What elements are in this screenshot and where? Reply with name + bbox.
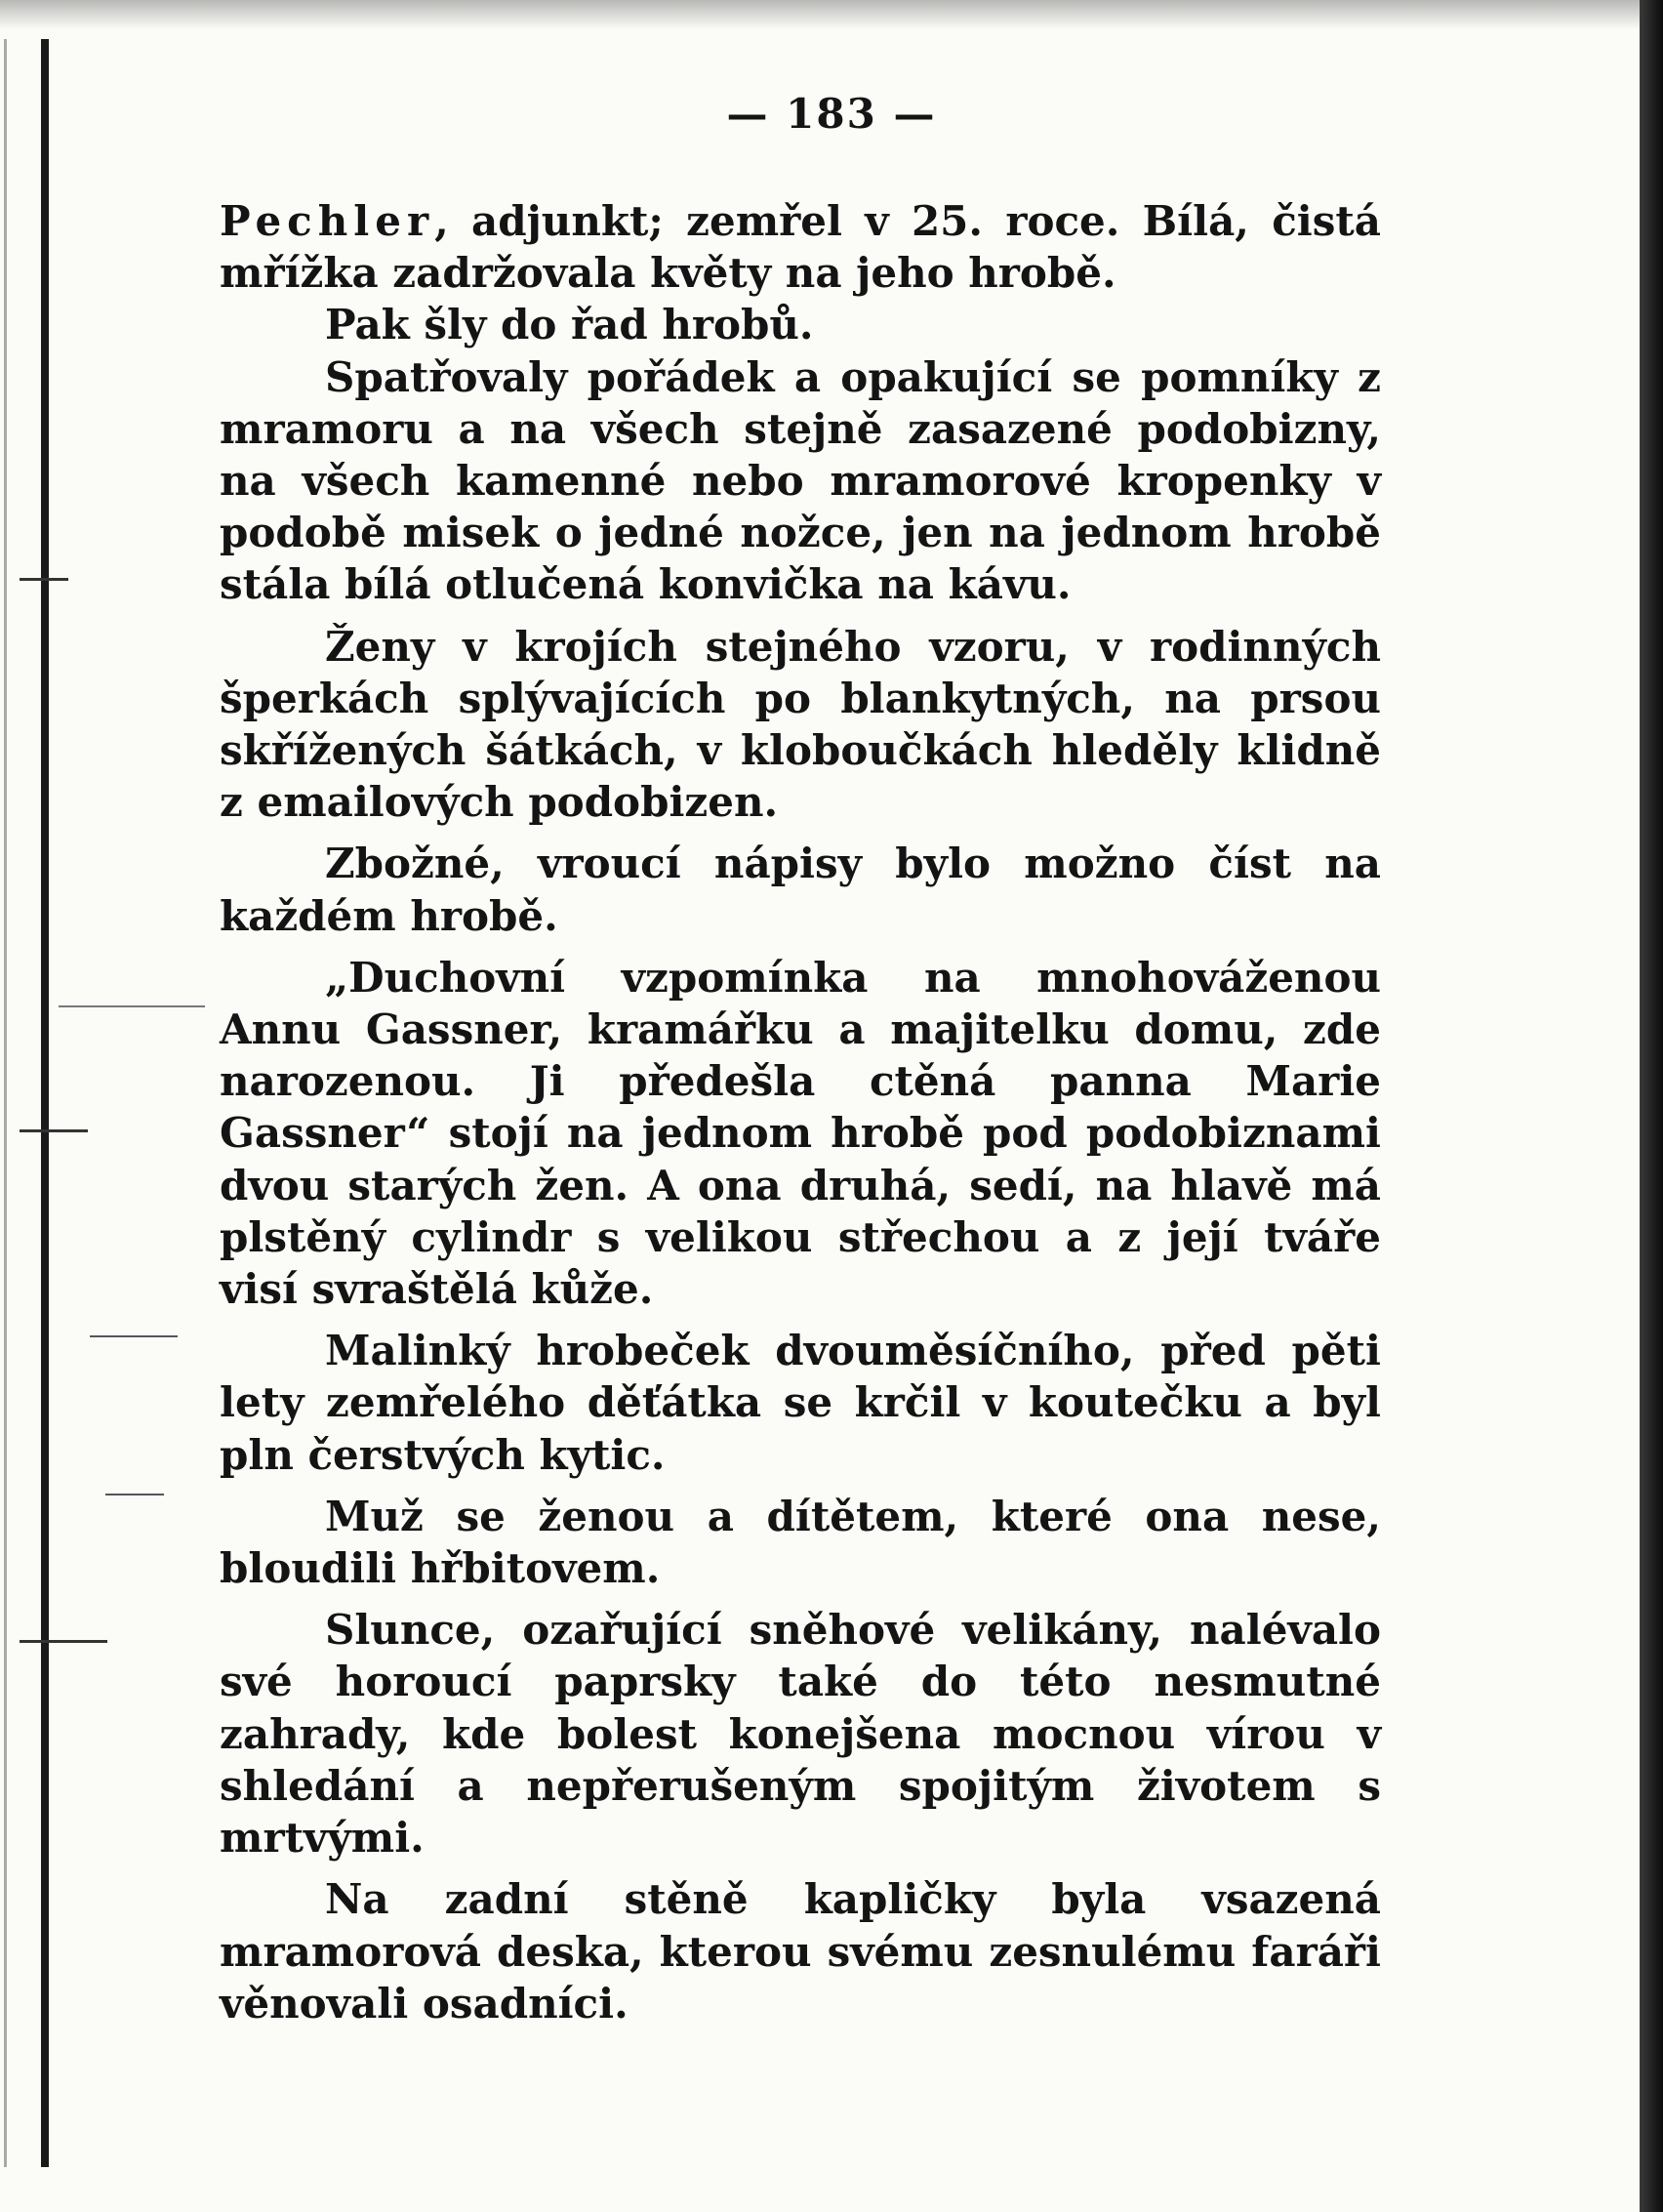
binding-line-outer (4, 39, 7, 2167)
binding-tick (59, 1005, 205, 1007)
binding-tick (20, 1640, 107, 1643)
surname: Pechler (220, 197, 435, 245)
paragraph: Na zadní stěně kapličky byla vsazená mramorová deska, kterou svému zesnulému faráři věnovali osadníci. (220, 1875, 1381, 2028)
paragraph: Ženy v krojích stejného vzoru, v rodinných šperkách splývajících po blankytných, na prsou skřížených šátkách, v kloboučkách hleděly klidně z emailových podobizen. (220, 622, 1381, 827)
page-number-dash-right: — (876, 90, 937, 138)
paragraph-text: , adjunkt; zemřel v 25. roce. Bílá, čistá mřížka zadržovala květy na jeho hrobě. (220, 197, 1381, 298)
page-number-dash-left: — (726, 90, 787, 138)
paragraph: Zbožné, vroucí nápisy bylo možno číst na každém hrobě. (220, 840, 1381, 940)
binding-tick (105, 1494, 164, 1495)
binding-tick (90, 1335, 178, 1337)
scan-top-shadow (0, 0, 1663, 29)
page-number-value: 183 (786, 90, 877, 138)
page-number (0, 90, 1663, 138)
binding-tick (20, 578, 68, 581)
paragraph: „Duchovní vzpomínka na mnohováženou Annu Gassner, kramářku a majitelku domu, zde narozenou. Ji předešla ctěná panna Marie Gassner“ stojí na jednom hrobě pod podobiznami dvou starých žen. A ona druhá, sedí, na hlavě má plstěný cylindr s velikou střechou a z její tváře visí svraštělá kůže. (220, 953, 1381, 1314)
binding-tick (20, 1129, 88, 1132)
paragraph: Slunce, ozařující sněhové velikány, nalévalo své horoucí paprsky také do této nesmutné zahrady, kde bolest konejšena mocnou vírou v shledání a nepřerušeným spojitým životem s mrtvými. (220, 1606, 1381, 1863)
paragraph: Muž se ženou a dítětem, které ona nese, bloudili hřbitovem. (220, 1492, 1381, 1593)
body-text (220, 195, 1381, 2029)
scan-right-edge (1640, 0, 1663, 2212)
paragraph: Spatřovaly pořádek a opakující se pomníky z mramoru a na všech stejně zasazené podobizny, na všech kamenné nebo mramorové kropenky v podobě misek o jedné nožce, jen na jednom hrobě stála bílá otlučená konvička na kávu. (220, 352, 1381, 609)
paragraph: Pak šly do řad hrobů. (325, 301, 814, 349)
binding-line (41, 39, 49, 2167)
paragraph (220, 195, 1381, 299)
paragraph: Malinký hrobeček dvouměsíčního, před pěti lety zemřelého děťátka se krčil v koutečku a byl pln čerstvých kytic. (220, 1327, 1381, 1479)
